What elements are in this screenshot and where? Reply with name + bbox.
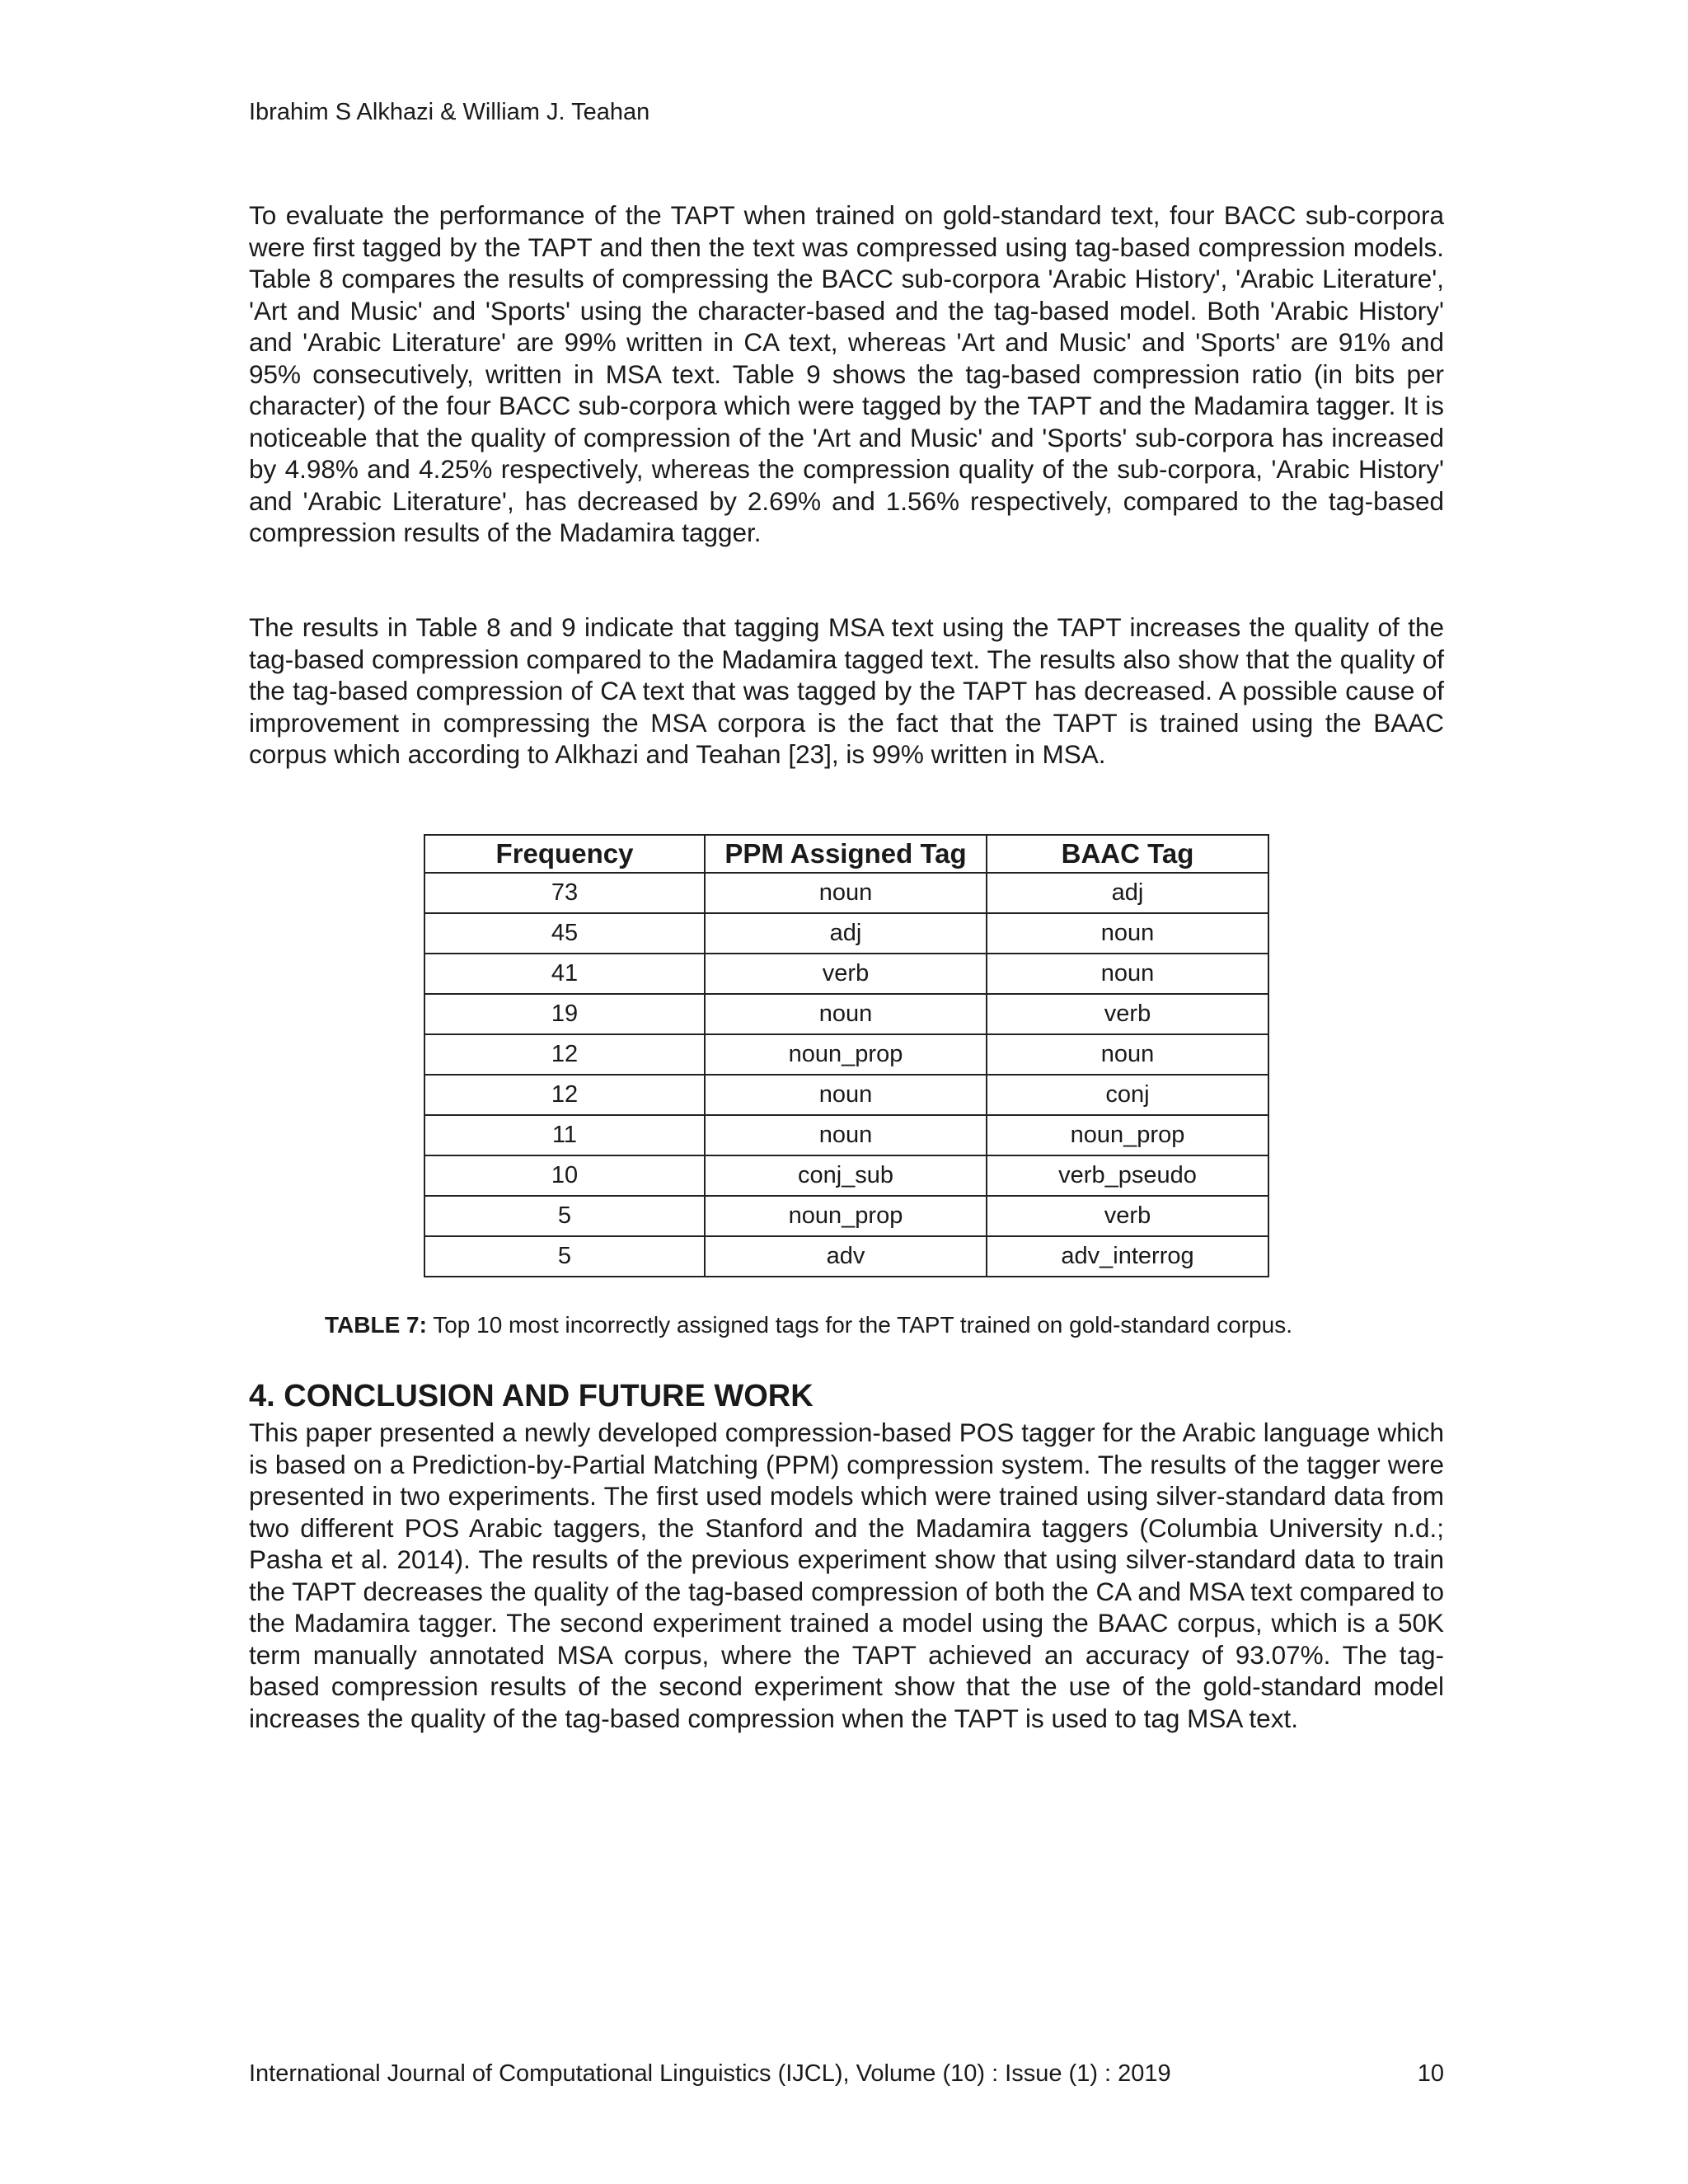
table-row bbox=[424, 1196, 1268, 1236]
body-paragraph: The results in Table 8 and 9 indicate that tagging MSA text using the TAPT increases the quality of the tag-based compression compared to the Madamira tagged text. The results also show that the quality of the tag-based compression of CA text that was tagged by the TAPT has decreased. A possible cause of improvement in compressing the MSA corpora is the fact that the TAPT is trained using the BAAC corpus which according to Alkhazi and Teahan [23], is 99% written in MSA. bbox=[249, 612, 1444, 769]
table-cell: noun_prop bbox=[705, 1196, 987, 1236]
table-cell: 41 bbox=[424, 954, 705, 994]
table-cell: 12 bbox=[424, 1034, 705, 1075]
table-cell: noun bbox=[705, 994, 987, 1034]
table-cell: 10 bbox=[424, 1155, 705, 1196]
body-paragraph: To evaluate the performance of the TAPT when trained on gold-standard text, four BACC sub-corpora were first tagged by the TAPT and then the text was compressed using tag-based compression models. Table 8 compares the results of compressing the BACC sub-corpora 'Arabic History', 'Arabic Literature', 'Art and Music' and 'Sports' using the character-based and the tag-based model. Both 'Arabic History' and 'Arabic Literature' are 99% written in CA text, whereas 'Art and Music' and 'Sports' are 91% and 95% consecutively, written in MSA text. Table 9 shows the tag-based compression ratio (in bits per character) of the four BACC sub-corpora which were tagged by the TAPT and the Madamira tagger. It is noticeable that the quality of compression of the 'Art and Music' and 'Sports' sub-corpora has increased by 4.98% and 4.25% respectively, whereas the compression quality of the sub-corpora, 'Arabic History' and 'Arabic Literature', has decreased by 2.69% and 1.56% respectively, compared to the tag-based compression results of the Madamira tagger. bbox=[249, 200, 1444, 547]
table-cell: noun bbox=[705, 873, 987, 913]
body-paragraph: This paper presented a newly developed compression-based POS tagger for the Arabic language which is based on a Prediction-by-Partial Matching (PPM) compression system. The results of the tagger were presented in two experiments. The first used models which were trained using silver-standard data from two different POS Arabic taggers, the Stanford and the Madamira taggers (Columbia University n.d.; Pasha et al. 2014). The results of the previous experiment show that using silver-standard data to train the TAPT decreases the quality of the tag-based compression of both the CA and MSA text compared to the Madamira tagger. The second experiment trained a model using the BAAC corpus, which is a 50K term manually annotated MSA corpus, where the TAPT achieved an accuracy of 93.07%. The tag-based compression results of the second experiment show that the use of the gold-standard model increases the quality of the tag-based compression when the TAPT is used to tag MSA text. bbox=[249, 1418, 1444, 1733]
table-cell: 11 bbox=[424, 1115, 705, 1155]
table-row bbox=[424, 954, 1268, 994]
table-cell: verb bbox=[705, 954, 987, 994]
table-cell: 12 bbox=[424, 1075, 705, 1115]
table-cell: 73 bbox=[424, 873, 705, 913]
journal-citation: International Journal of Computational Linguistics (IJCL), Volume (10) : Issue (1) : 2019 bbox=[249, 2060, 1171, 2087]
table-cell: verb bbox=[987, 1196, 1268, 1236]
table-cell: verb bbox=[987, 994, 1268, 1034]
table-row bbox=[424, 1236, 1268, 1277]
table-row bbox=[424, 873, 1268, 913]
table-caption-label: TABLE 7: bbox=[325, 1312, 427, 1338]
running-header: Ibrahim S Alkhazi & William J. Teahan bbox=[249, 99, 650, 125]
table-row bbox=[424, 913, 1268, 954]
column-header: PPM Assigned Tag bbox=[705, 835, 987, 873]
table-cell: 45 bbox=[424, 913, 705, 954]
table-row bbox=[424, 1075, 1268, 1115]
table-cell: noun_prop bbox=[705, 1034, 987, 1075]
table-cell: noun bbox=[705, 1075, 987, 1115]
incorrect-tags-table bbox=[424, 834, 1269, 1277]
column-header: BAAC Tag bbox=[987, 835, 1268, 873]
table-caption bbox=[325, 1310, 1292, 1340]
table-cell: adv_interrog bbox=[987, 1236, 1268, 1277]
table-cell: conj_sub bbox=[705, 1155, 987, 1196]
table-cell: noun bbox=[987, 913, 1268, 954]
table-cell: noun bbox=[987, 954, 1268, 994]
table-cell: noun bbox=[987, 1034, 1268, 1075]
table-row bbox=[424, 1034, 1268, 1075]
table-cell: noun_prop bbox=[987, 1115, 1268, 1155]
table-cell: adj bbox=[987, 873, 1268, 913]
column-header: Frequency bbox=[424, 835, 705, 873]
table-header-row bbox=[424, 835, 1268, 873]
page-number: 10 bbox=[1417, 2060, 1444, 2087]
table-caption-text: Top 10 most incorrectly assigned tags for the TAPT trained on gold-standard corpus. bbox=[426, 1312, 1292, 1338]
table-cell: adj bbox=[705, 913, 987, 954]
table-cell: 19 bbox=[424, 994, 705, 1034]
table-cell: 5 bbox=[424, 1236, 705, 1277]
table-cell: conj bbox=[987, 1075, 1268, 1115]
table-cell: 5 bbox=[424, 1196, 705, 1236]
table-cell: noun bbox=[705, 1115, 987, 1155]
table-row bbox=[424, 1115, 1268, 1155]
table-row bbox=[424, 1155, 1268, 1196]
section-heading: 4. CONCLUSION AND FUTURE WORK bbox=[249, 1379, 814, 1413]
page-footer bbox=[249, 2059, 1444, 2088]
table-row bbox=[424, 994, 1268, 1034]
table-cell: verb_pseudo bbox=[987, 1155, 1268, 1196]
table-cell: adv bbox=[705, 1236, 987, 1277]
